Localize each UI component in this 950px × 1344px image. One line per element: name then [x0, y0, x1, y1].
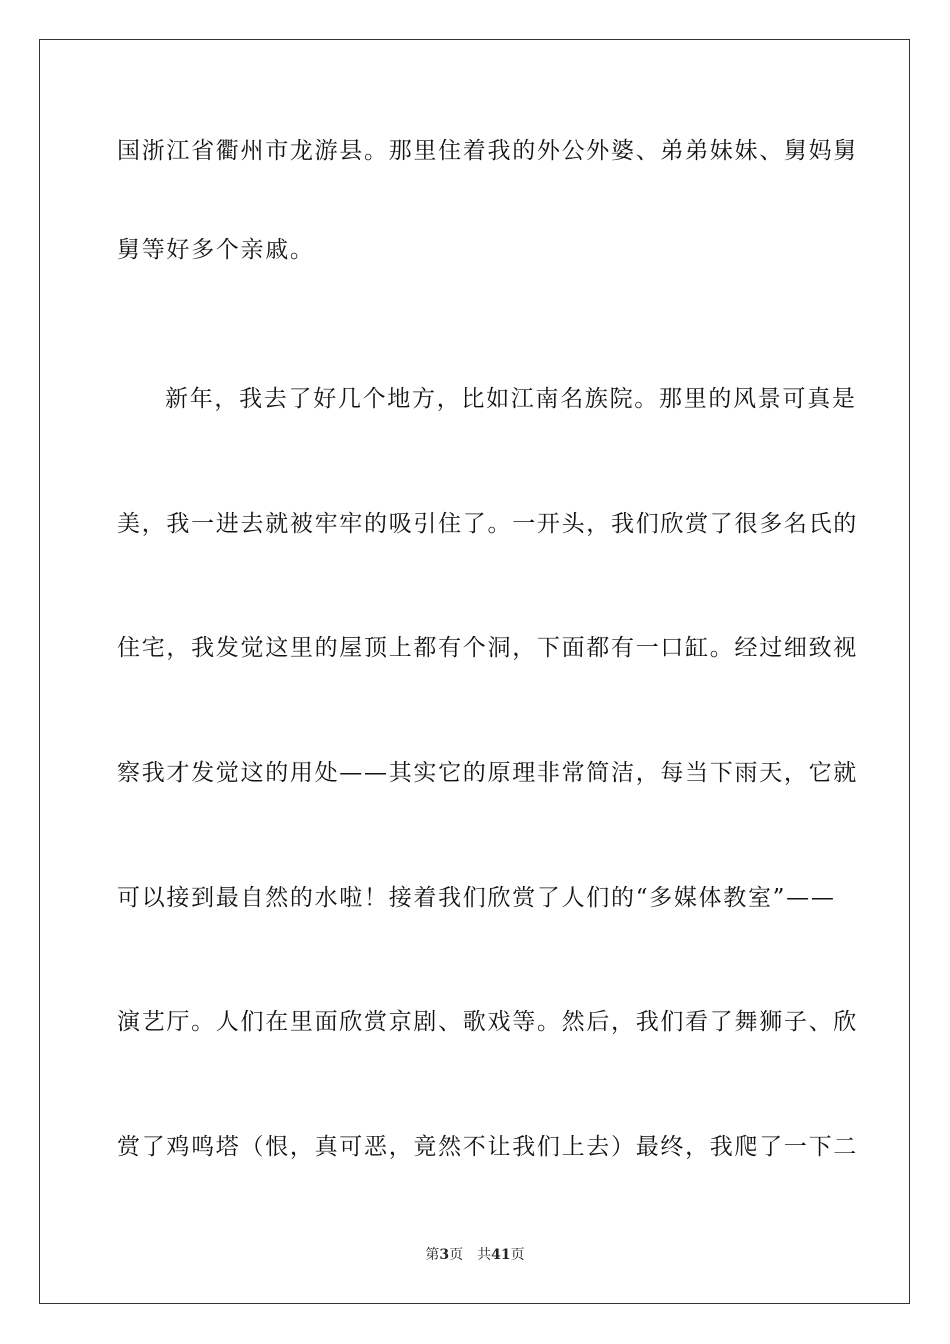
text-line-3: 新年，我去了好几个地方，比如江南名族院。那里的风景可真是: [165, 386, 857, 412]
text-line-6: 察我才发觉这的用处——其实它的原理非常简洁，每当下雨天，它就: [117, 760, 858, 786]
footer-total-suffix: 页: [510, 1247, 525, 1263]
footer-page-suffix: 页: [449, 1247, 464, 1263]
text-line-8: 演艺厅。人们在里面欣赏京剧、歌戏等。然后，我们看了舞狮子、欣: [117, 1009, 858, 1035]
text-line-2: 舅等好多个亲戚。: [117, 237, 315, 263]
footer-page-prefix: 第: [425, 1247, 440, 1263]
page-border: [39, 39, 910, 1304]
footer-page-number: 3: [439, 1247, 450, 1263]
footer-total-pages: 41: [491, 1247, 511, 1263]
text-line-9: 赏了鸡鸣塔（恨，真可恶，竟然不让我们上去）最终，我爬了一下二: [117, 1134, 858, 1160]
page-footer: [0, 1246, 950, 1264]
text-line-5: 住宅，我发觉这里的屋顶上都有个洞，下面都有一口缸。经过细致视: [117, 635, 858, 661]
text-line-1: 国浙江省衢州市龙游县。那里住着我的外公外婆、弟弟妹妹、舅妈舅: [117, 138, 858, 164]
text-line-4: 美，我一进去就被牢牢的吸引住了。一开头，我们欣赏了很多名氏的: [117, 511, 858, 537]
text-line-7: 可以接到最自然的水啦！接着我们欣赏了人们的“多媒体教室”——: [117, 885, 836, 911]
footer-total-prefix: 共: [477, 1247, 492, 1263]
